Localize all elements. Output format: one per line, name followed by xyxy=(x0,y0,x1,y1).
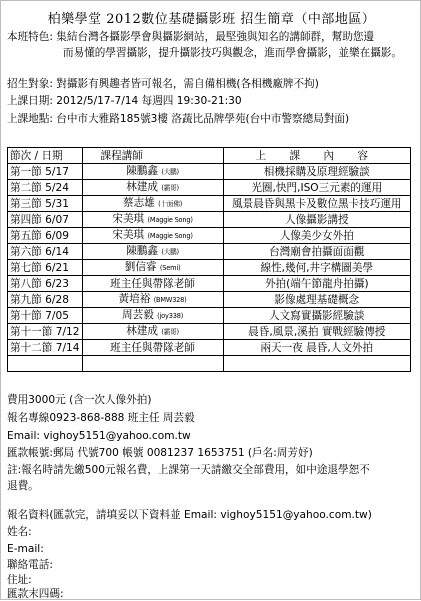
content-cell: 影像處理基礎概念 xyxy=(223,292,410,308)
target-line: 招生對象: 對攝影有興趣者皆可報名，需自備相機(各相機廠牌不拘) xyxy=(7,78,319,90)
session-cell: 第十一節 7/12 xyxy=(8,324,83,340)
teacher-cell xyxy=(82,276,223,292)
date-line: 上課日期: 2012/5/17-7/14 每週四 19:30-21:30 xyxy=(7,95,242,107)
content-cell: 線性,幾何,井字構圖美學 xyxy=(223,260,410,276)
content-cell: 人文寫實攝影經驗談 xyxy=(223,308,410,324)
blank-cell xyxy=(223,356,410,372)
teacher-cell xyxy=(82,196,223,212)
email-line: Email: vighoy5151@yahoo.com.tw xyxy=(7,430,191,442)
note-line-2: 退費。 xyxy=(7,480,39,492)
form-address-label: 住址: xyxy=(7,574,32,586)
content-cell: 光圈,快門,ISO三元素的運用 xyxy=(223,180,410,196)
form-name-label: 姓名: xyxy=(7,526,32,538)
table-row xyxy=(8,340,411,356)
teacher-nickname: (霸哥) xyxy=(161,328,179,336)
form-email-label: E-mail: xyxy=(7,543,44,555)
session-cell: 第三節 5/31 xyxy=(8,196,83,212)
teacher-name: 班主任與帶隊老師 xyxy=(110,341,195,354)
content-cell: 風景晨昏與黑卡及數位黑卡技巧運用 xyxy=(223,196,410,212)
content-cell: 人像攝影講授 xyxy=(223,212,410,228)
table-header-row xyxy=(8,148,411,164)
teacher-name: 周芸毅 xyxy=(122,309,154,321)
session-cell: 第四節 6/07 xyxy=(8,212,83,228)
session-cell: 第十二節 7/14 xyxy=(8,340,83,356)
table-row xyxy=(8,196,411,212)
content-cell: 相機採購及原理經驗談 xyxy=(223,164,410,180)
teacher-nickname: (Semi) xyxy=(159,264,181,272)
contact-line: 報名專線0923-868-888 班主任 周芸毅 xyxy=(7,412,195,424)
teacher-cell xyxy=(82,164,223,180)
table-row xyxy=(8,212,411,228)
teacher-cell xyxy=(82,340,223,356)
table-row xyxy=(8,276,411,292)
teacher-nickname: (Maggie Song) xyxy=(147,232,193,240)
table-row xyxy=(8,180,411,196)
content-cell: 兩天一夜 晨昏,人文外拍 xyxy=(223,340,410,356)
session-cell: 第六節 6/14 xyxy=(8,244,83,260)
schedule-table xyxy=(7,147,411,372)
form-last4-label: 匯款末四碼: xyxy=(7,588,64,600)
teacher-cell xyxy=(82,212,223,228)
teacher-nickname: (BMW328) xyxy=(153,296,187,304)
table-row xyxy=(8,228,411,244)
table-row xyxy=(8,308,411,324)
content-cell: 外拍(端午節龍舟拍攝) xyxy=(223,276,410,292)
session-cell: 第二節 5/24 xyxy=(8,180,83,196)
teacher-nickname: (霸哥) xyxy=(161,184,179,192)
teacher-name: 劉信睿 xyxy=(124,261,157,273)
teacher-name: 黃培裕 xyxy=(118,293,151,305)
teacher-nickname: (joy338) xyxy=(157,312,184,320)
teacher-cell xyxy=(82,324,223,340)
teacher-name: 蔡志雄 xyxy=(123,197,155,209)
intro-line-1: 本班特色: 集結台灣各攝影學會與攝影網站，最堅強與知名的講師群，幫助您邊 xyxy=(7,31,375,43)
teacher-cell xyxy=(82,292,223,308)
table-row xyxy=(8,244,411,260)
header-teacher: 課程講師 xyxy=(82,148,223,164)
teacher-name: 林建成 xyxy=(126,181,158,193)
location-line: 上課地點: 台中市大雅路185號3樓 洛蔬比品牌學苑(台中市警察總局對面) xyxy=(7,113,350,125)
content-cell: 晨昏,風景,溪拍 實戰經驗傳授 xyxy=(223,324,410,340)
session-cell: 第五節 6/09 xyxy=(8,228,83,244)
teacher-nickname: (十面佛) xyxy=(158,200,183,208)
table-row xyxy=(8,260,411,276)
note-line: 註:報名時請先繳500元報名費，上課第一天請繳交全部費用，如中途退學恕不 xyxy=(7,464,370,476)
teacher-name: 宋美琪 xyxy=(112,213,145,225)
teacher-name: 陳鵬鑫 xyxy=(126,245,158,257)
intro-line-2: 而易懂的學習攝影，提升攝影技巧與觀念，進而學會攝影，並樂在攝影。 xyxy=(63,47,402,59)
table-row xyxy=(8,292,411,308)
teacher-cell xyxy=(82,244,223,260)
teacher-nickname: (Maggie Song) xyxy=(147,216,193,224)
fee-line: 費用3000元 (含一次人像外拍) xyxy=(7,394,152,406)
teacher-cell xyxy=(82,260,223,276)
table-row xyxy=(8,164,411,180)
flyer-title: 柏樂學堂 2012數位基礎攝影班 招生簡章（中部地區） xyxy=(47,12,376,27)
session-cell: 第七節 6/21 xyxy=(8,260,83,276)
teacher-cell xyxy=(82,308,223,324)
account-line: 匯款帳號:郵局 代號700 帳號 0081237 1653751 (戶名:周芳妤) xyxy=(7,447,313,459)
blank-cell xyxy=(8,356,83,372)
teacher-cell xyxy=(82,228,223,244)
teacher-name: 林建成 xyxy=(126,325,158,337)
form-intro: 報名資料(匯款完，請填妥以下資料並 Email: vighoy5151@yahoo.com.tw) xyxy=(7,509,372,521)
teacher-name: 陳鵬鑫 xyxy=(126,165,158,177)
teacher-name: 班主任與帶隊老師 xyxy=(110,277,195,290)
teacher-name: 宋美琪 xyxy=(112,229,145,241)
header-session: 節次 / 日期 xyxy=(8,148,83,164)
blank-cell xyxy=(82,356,223,372)
table-row xyxy=(8,324,411,340)
header-content: 上 課 內 容 xyxy=(223,148,410,164)
teacher-nickname: (大鵬) xyxy=(161,168,179,176)
session-cell: 第八節 6/23 xyxy=(8,276,83,292)
session-cell: 第一節 5/17 xyxy=(8,164,83,180)
table-blank-row xyxy=(8,356,411,372)
content-cell: 人像美少女外拍 xyxy=(223,228,410,244)
form-phone-label: 聯絡電話: xyxy=(7,559,53,571)
session-cell: 第九節 6/28 xyxy=(8,292,83,308)
session-cell: 第十節 7/05 xyxy=(8,308,83,324)
content-cell: 台灣廟會拍攝面面觀 xyxy=(223,244,410,260)
teacher-nickname: (大鵬) xyxy=(161,248,179,256)
teacher-cell xyxy=(82,180,223,196)
